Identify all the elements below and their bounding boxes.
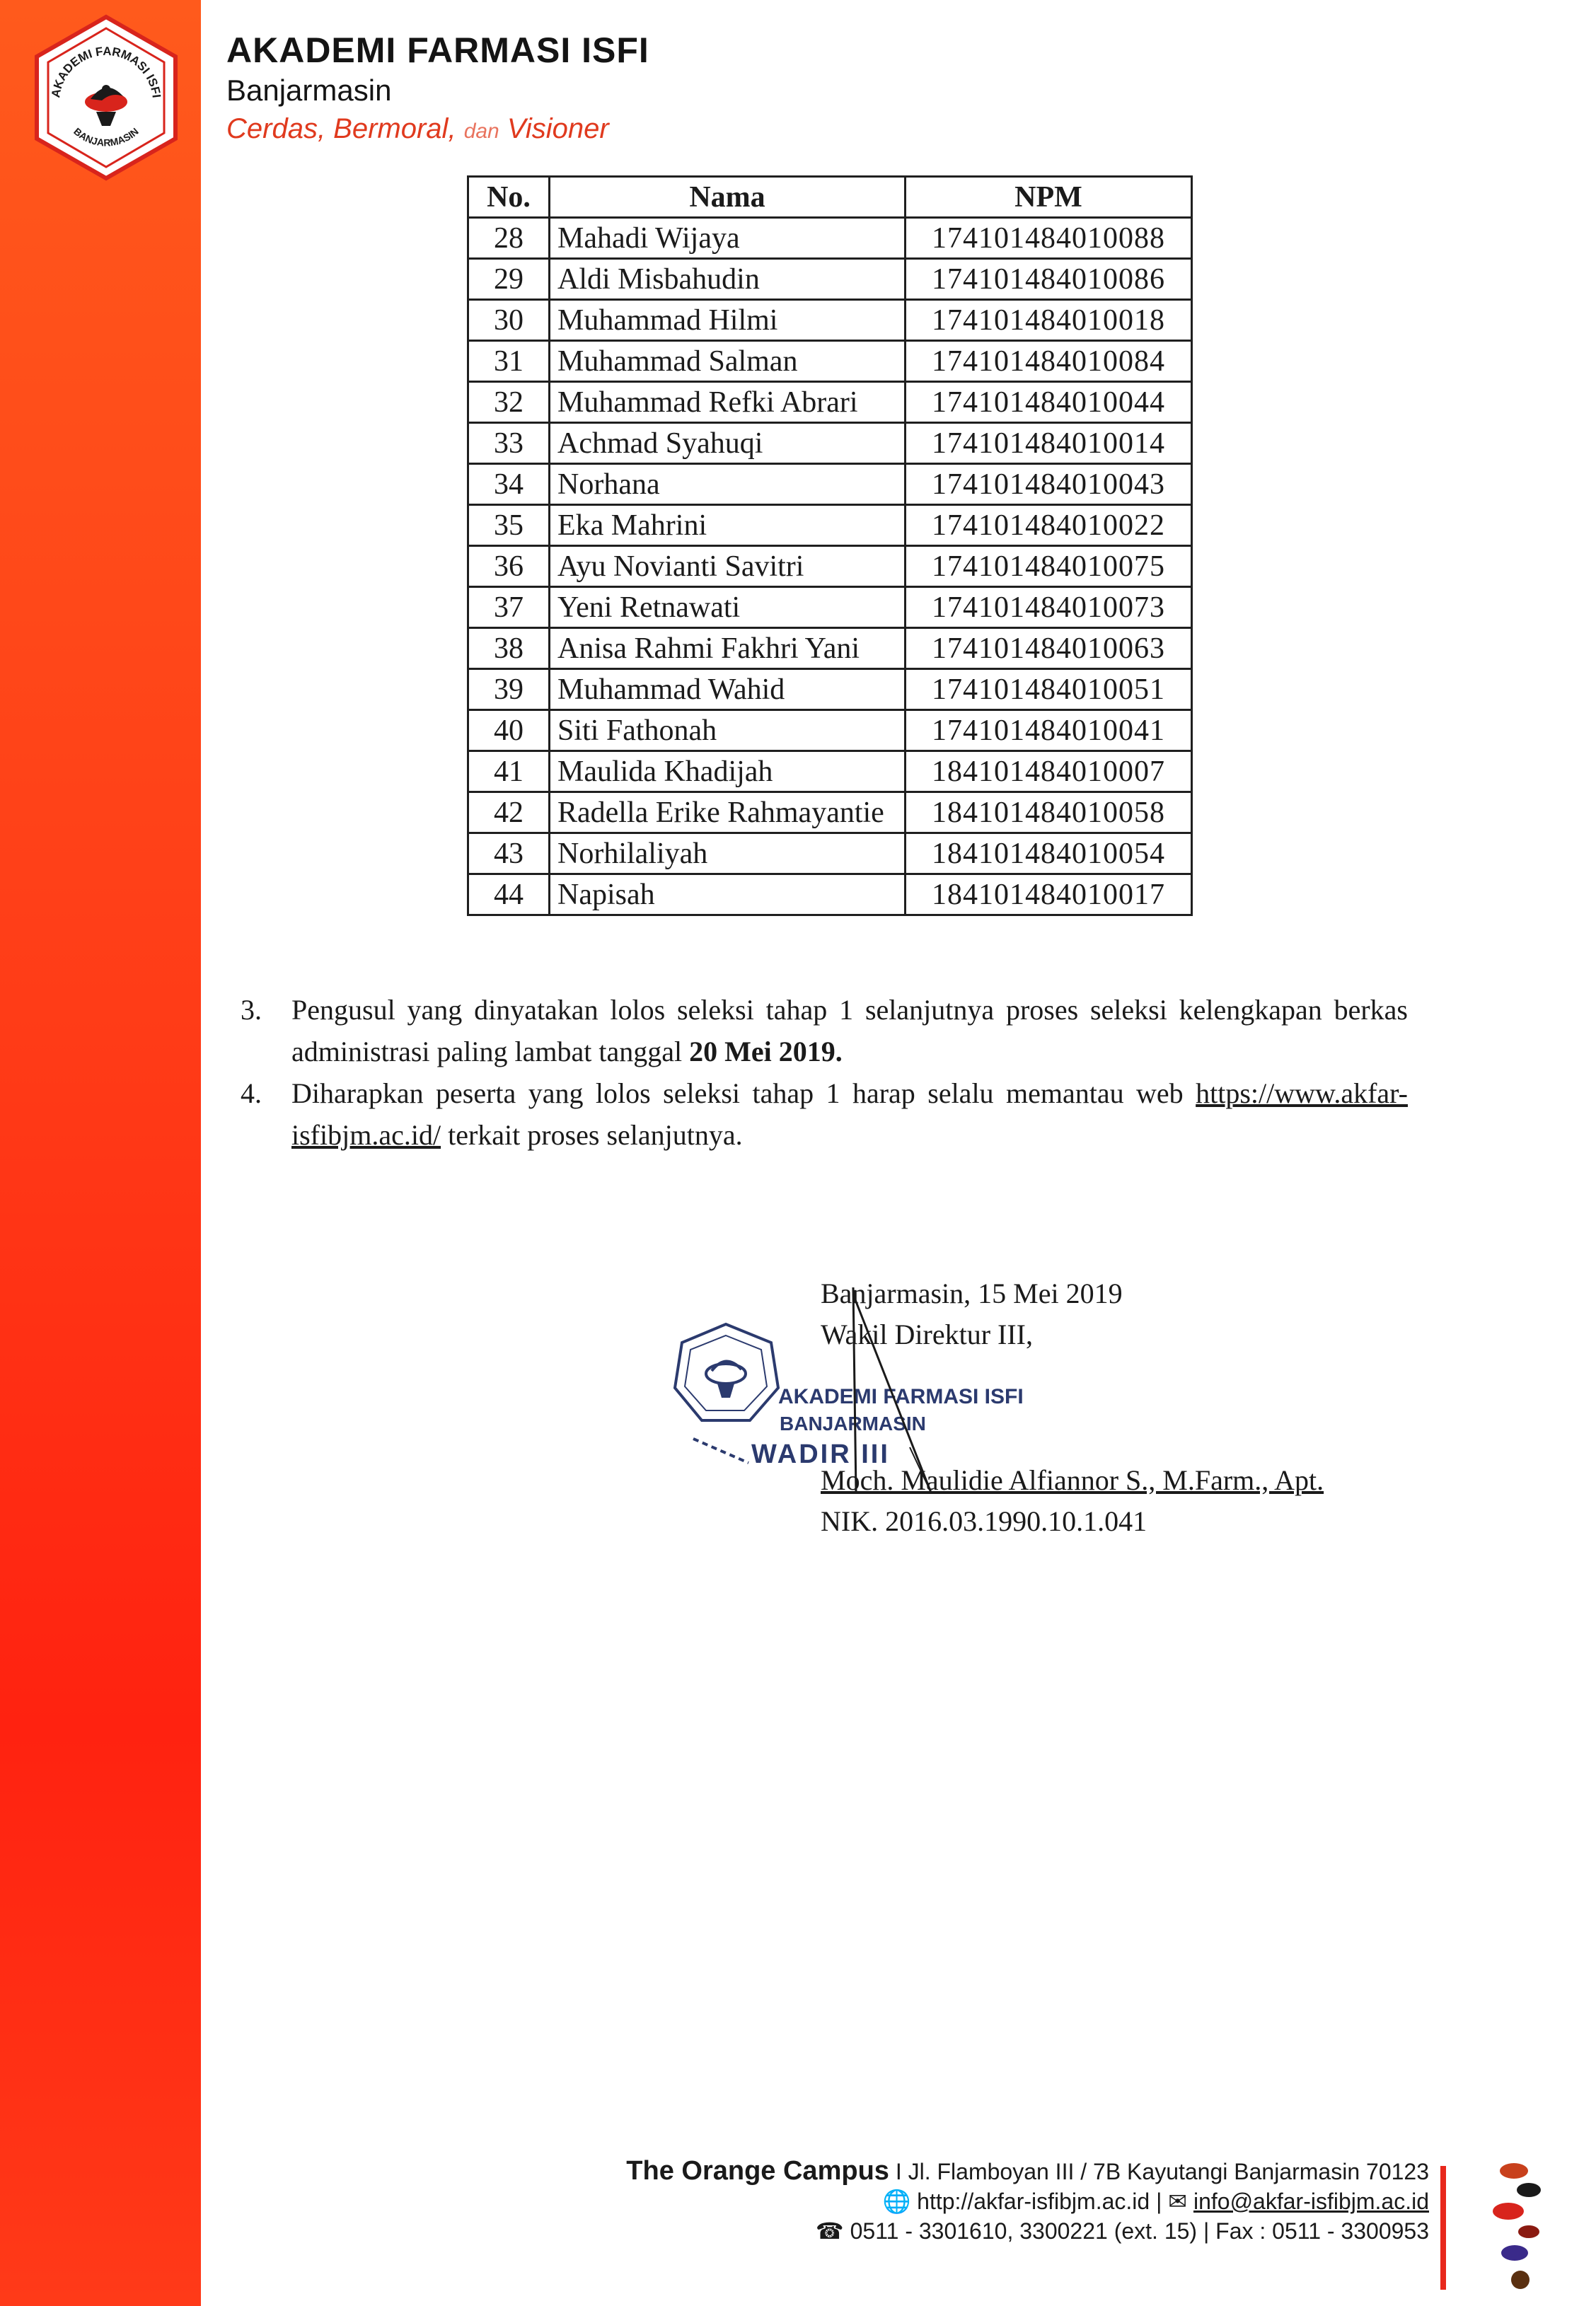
table-row	[468, 423, 1192, 464]
footer-separator: I	[895, 2159, 908, 2184]
logo-ring-top-text: AKADEMI FARMASI ISFI	[49, 44, 163, 99]
cell-npm: 174101484010041	[906, 710, 1192, 751]
footer-separator: |	[1156, 2189, 1169, 2214]
cell-no: 39	[468, 669, 550, 710]
institution-city: Banjarmasin	[226, 74, 392, 107]
cell-no: 33	[468, 423, 550, 464]
cell-npm: 184101484010017	[906, 874, 1192, 915]
table-row	[468, 669, 1192, 710]
cell-nama: Norhana	[550, 464, 906, 505]
cell-npm: 174101484010073	[906, 587, 1192, 628]
table-row	[468, 628, 1192, 669]
note-number: 3.	[241, 994, 262, 1026]
footer-phone: 0511 - 3301610, 3300221 (ext. 15)	[850, 2218, 1198, 2244]
stamp-line-1: AKADEMI FARMASI ISFI	[778, 1385, 1024, 1408]
cell-npm: 184101484010054	[906, 833, 1192, 874]
table-row	[468, 382, 1192, 423]
cell-nama: Aldi Misbahudin	[550, 259, 906, 300]
table-row	[468, 751, 1192, 792]
cell-no: 42	[468, 792, 550, 833]
website-link[interactable]: https://www.akfar-isfibjm.ac.id/	[291, 1077, 1409, 1151]
cell-nama: Ayu Novianti Savitri	[550, 546, 906, 587]
letterhead	[226, 28, 649, 151]
cell-nama: Muhammad Wahid	[550, 669, 906, 710]
cell-nama: Radella Erike Rahmayantie	[550, 792, 906, 833]
cell-no: 28	[468, 218, 550, 259]
cell-no: 29	[468, 259, 550, 300]
table-row	[468, 587, 1192, 628]
footer-web: http://akfar-isfibjm.ac.id	[917, 2189, 1150, 2214]
participant-table	[467, 175, 1193, 916]
cell-nama: Anisa Rahmi Fakhri Yani	[550, 628, 906, 669]
note-text	[291, 1072, 1408, 1156]
footer-accent-bar	[1440, 2166, 1446, 2290]
cell-nama: Yeni Retnawati	[550, 587, 906, 628]
footer-fax: Fax : 0511 - 3300953	[1215, 2218, 1429, 2244]
cell-npm: 174101484010043	[906, 464, 1192, 505]
cell-nama: Muhammad Hilmi	[550, 300, 906, 341]
cell-no: 44	[468, 874, 550, 915]
cell-npm: 174101484010018	[906, 300, 1192, 341]
cell-no: 43	[468, 833, 550, 874]
cell-no: 34	[468, 464, 550, 505]
cell-no: 35	[468, 505, 550, 546]
table-header-row	[468, 177, 1192, 218]
footer-separator: |	[1203, 2218, 1216, 2244]
cell-no: 37	[468, 587, 550, 628]
cell-npm: 174101484010088	[906, 218, 1192, 259]
table-body	[468, 218, 1192, 915]
tagline-dan: dan	[463, 120, 499, 143]
envelope-icon: ✉	[1168, 2189, 1188, 2214]
note-3-deadline: 20 Mei 2019.	[689, 1036, 843, 1067]
cell-nama: Mahadi Wijaya	[550, 218, 906, 259]
cell-nama: Muhammad Refki Abrari	[550, 382, 906, 423]
note-4-text: Diharapkan peserta yang lolos seleksi tahap 1 harap selalu memantau web	[291, 1077, 1184, 1109]
logo-ring-bottom-text: BANJARMASIN	[71, 125, 141, 149]
table-row	[468, 300, 1192, 341]
cell-npm: 174101484010075	[906, 546, 1192, 587]
footer-address: Jl. Flamboyan III / 7B Kayutangi Banjarmasin 70123	[908, 2159, 1429, 2184]
table-row	[468, 710, 1192, 751]
cell-no: 32	[468, 382, 550, 423]
table-row	[468, 259, 1192, 300]
table-row	[468, 341, 1192, 382]
signatory-name: Moch. Maulidie Alfiannor S., M.Farm., Apt.	[821, 1464, 1324, 1496]
table-row	[468, 464, 1192, 505]
tagline-part-1: Cerdas, Bermoral,	[226, 113, 456, 144]
note-3-text: Pengusul yang dinyatakan lolos seleksi tahap 1 selanjutnya proses seleksi kelengkapan berkas administrasi paling lambat tanggal	[291, 994, 1408, 1067]
cell-nama: Norhilaliyah	[550, 833, 906, 874]
phone-icon: ☎	[815, 2218, 844, 2244]
signatory-nik: NIK. 2016.03.1990.10.1.041	[821, 1505, 1147, 1537]
cell-npm: 174101484010022	[906, 505, 1192, 546]
cell-nama: Napisah	[550, 874, 906, 915]
cell-nama: Maulida Khadijah	[550, 751, 906, 792]
cell-npm: 174101484010084	[906, 341, 1192, 382]
cell-no: 38	[468, 628, 550, 669]
table-row	[468, 546, 1192, 587]
cell-npm: 174101484010086	[906, 259, 1192, 300]
cell-nama: Achmad Syahuqi	[550, 423, 906, 464]
cell-no: 41	[468, 751, 550, 792]
note-text	[291, 989, 1408, 1072]
cell-no: 30	[468, 300, 550, 341]
cell-nama: Muhammad Salman	[550, 341, 906, 382]
capsule-decoration-icon	[1483, 2157, 1546, 2299]
cell-nama: Eka Mahrini	[550, 505, 906, 546]
cell-npm: 174101484010044	[906, 382, 1192, 423]
cell-nama: Siti Fathonah	[550, 710, 906, 751]
globe-icon: 🌐	[882, 2189, 911, 2214]
note-item-3	[241, 989, 1408, 1072]
note-item-4	[241, 1072, 1408, 1156]
institution-logo	[28, 13, 184, 182]
footer-email[interactable]: info@akfar-isfibjm.ac.id	[1193, 2189, 1429, 2214]
cell-no: 40	[468, 710, 550, 751]
signature-role: Wakil Direktur III,	[821, 1319, 1033, 1350]
footer	[626, 2156, 1429, 2246]
cell-no: 31	[468, 341, 550, 382]
signature-block	[821, 1273, 1324, 1542]
stamp-line-2: BANJARMASIN	[780, 1413, 926, 1435]
orange-sidebar	[0, 0, 201, 2306]
footer-web-line	[626, 2186, 1429, 2216]
column-header-nama: Nama	[550, 177, 906, 218]
stamp-line-3: WADIR III	[751, 1439, 890, 1469]
cell-no: 36	[468, 546, 550, 587]
signature-place-date: Banjarmasin, 15 Mei 2019	[821, 1277, 1123, 1309]
footer-campus: The Orange Campus	[626, 2156, 889, 2186]
table-row	[468, 874, 1192, 915]
note-4-tail: terkait proses selanjutnya.	[448, 1119, 743, 1151]
table-row	[468, 505, 1192, 546]
notes-list	[241, 989, 1408, 1156]
cell-npm: 174101484010051	[906, 669, 1192, 710]
tagline-part-2: Visioner	[507, 113, 609, 144]
column-header-npm: NPM	[906, 177, 1192, 218]
cell-npm: 174101484010063	[906, 628, 1192, 669]
column-header-no: No.	[468, 177, 550, 218]
cell-npm: 174101484010014	[906, 423, 1192, 464]
note-number: 4.	[241, 1077, 262, 1109]
footer-address-line	[626, 2156, 1429, 2186]
cell-npm: 184101484010007	[906, 751, 1192, 792]
footer-phone-line	[626, 2216, 1429, 2246]
tagline	[226, 109, 649, 151]
cell-npm: 184101484010058	[906, 792, 1192, 833]
institution-name: AKADEMI FARMASI ISFI	[226, 30, 649, 70]
table-row	[468, 792, 1192, 833]
table-row	[468, 833, 1192, 874]
table-row	[468, 218, 1192, 259]
